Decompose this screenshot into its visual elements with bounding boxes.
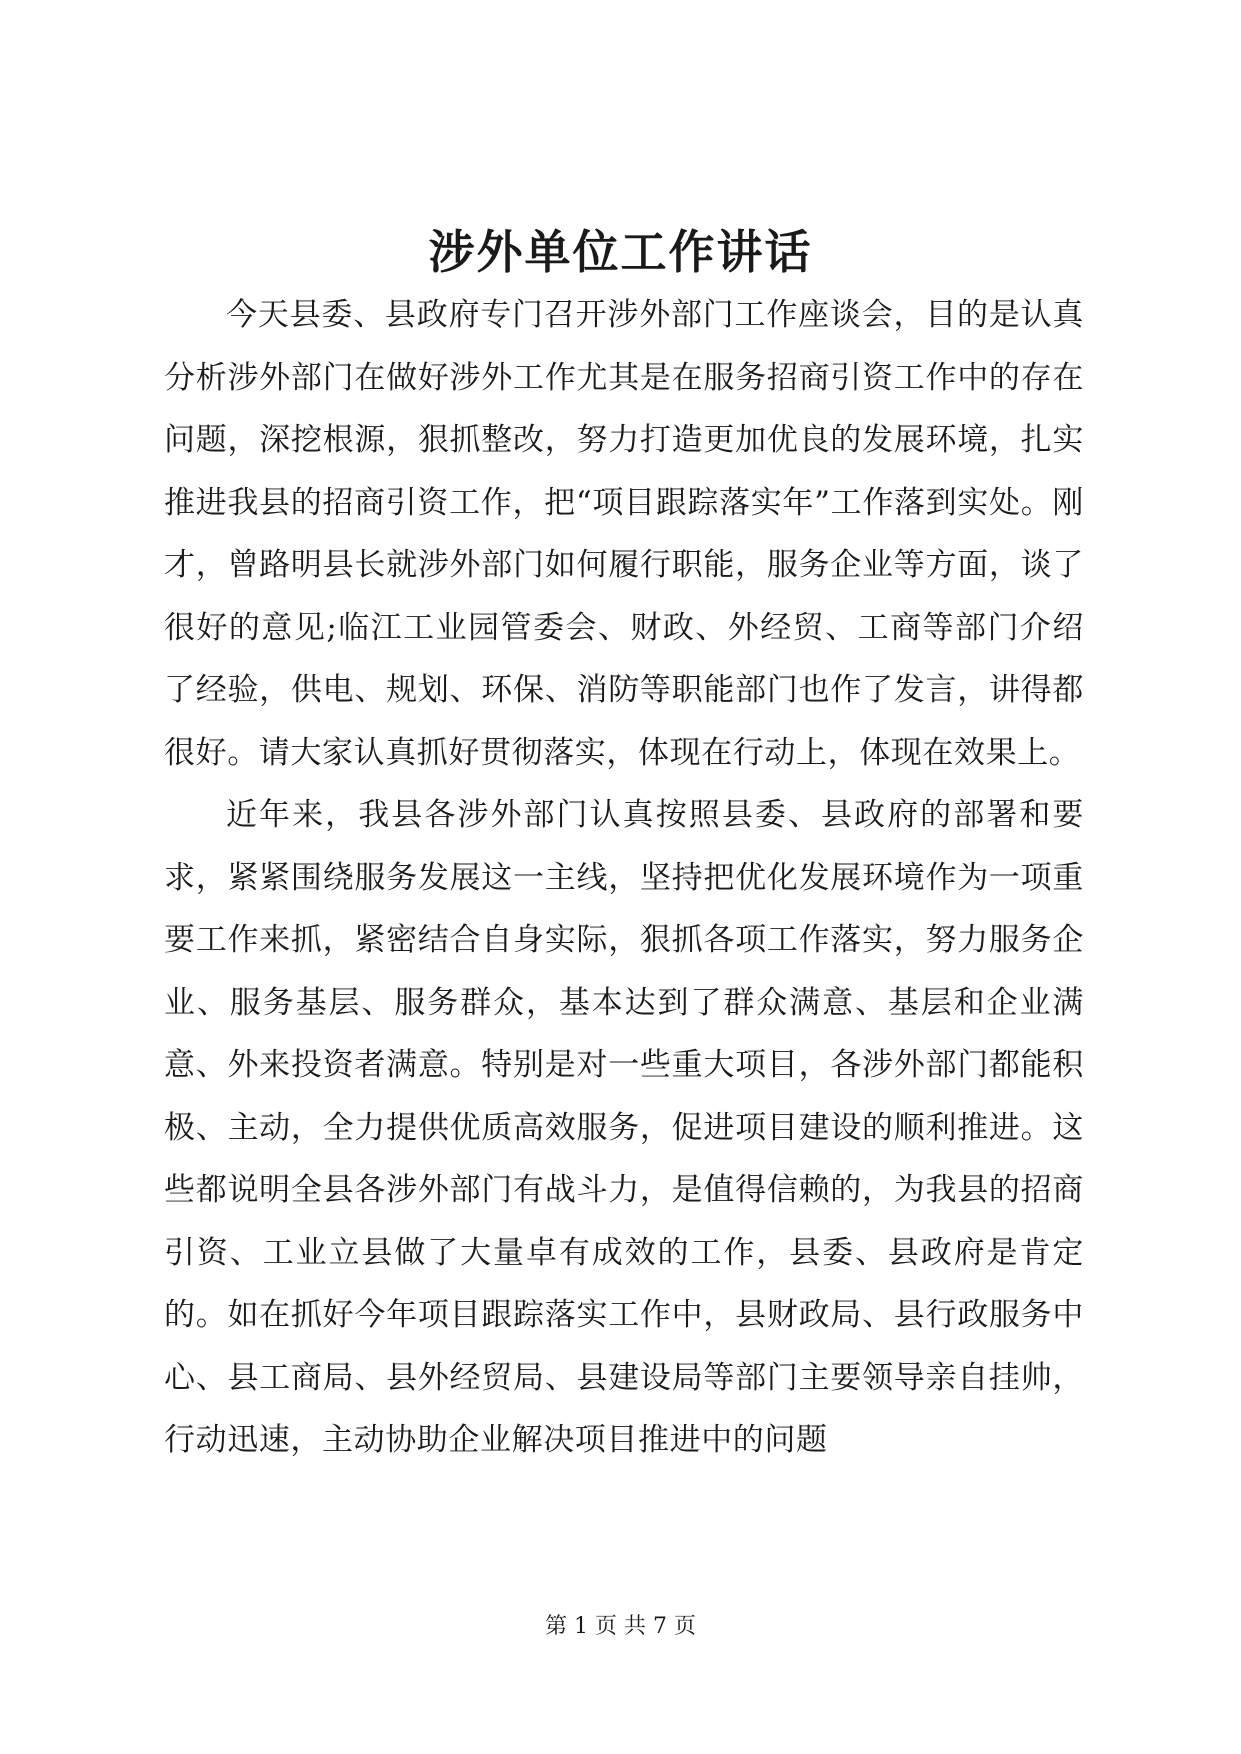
paragraph-2: 近年来，我县各涉外部门认真按照县委、县政府的部署和要求，紧紧围绕服务发展这一主线，坚持把优化发展环境作为一项重要工作来抓，紧密结合自身实际，狠抓各项工作落实，努力服务企业、服务基层、服务群众，基本达到了群众满意、基层和企业满意、外来投资者满意。特别是对一些重大项目，各涉外部门都能积极、主动，全力提供优质高效服务，促进项目建设的顺利推进。这些都说明全县各涉外部门有战斗力，是值得信赖的，为我县的招商引资、工业立县做了大量卓有成效的工作，县委、县政府是肯定的。如在抓好今年项目跟踪落实工作中，县财政局、县行政服务中心、县工商局、县外经贸局、县建设局等部门主要领导亲自挂帅，行动迅速，主动协助企业解决项目推进中的问题 xyxy=(164,797,1084,1458)
page-number-footer: 第 1 页 共 7 页 xyxy=(545,1614,696,1639)
paragraph-1: 今天县委、县政府专门召开涉外部门工作座谈会，目的是认真分析涉外部门在做好涉外工作尤其是在服务招商引资工作中的存在问题，深挖根源，狠抓整改，努力打造更加优良的发展环境，扎实推进我县的招商引资工作，把“项目跟踪落实年”工作落到实处。刚才，曾路明县长就涉外部门如何履行职能，服务企业等方面，谈了很好的意见;临江工业园管委会、财政、外经贸、工商等部门介绍了经验，供电、规划、环保、消防等职能部门也作了发言，讲得都很好。请大家认真抓好贯彻落实，体现在行动上，体现在效果上。 xyxy=(164,297,1084,771)
document-body xyxy=(164,284,1084,1472)
document-title: 涉外单位工作讲话 xyxy=(428,225,813,279)
